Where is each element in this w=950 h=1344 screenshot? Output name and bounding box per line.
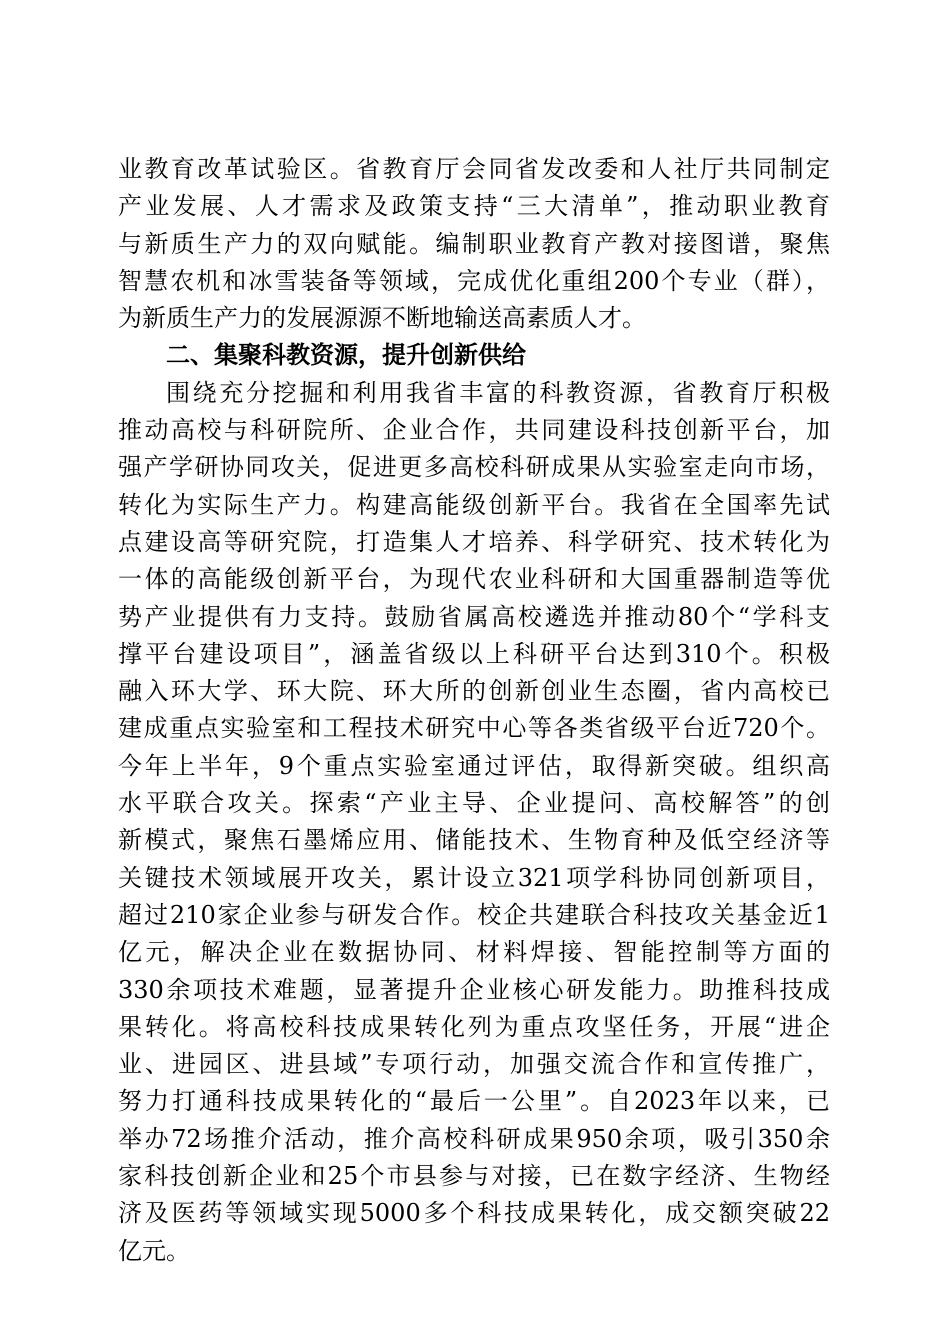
paragraph-line: 一体的高能级创新平台，为现代农业科研和大国重器制造等优 xyxy=(118,565,830,594)
paragraph-line: 业教育改革试验区。省教育厅会同省发改委和人社厅共同制定 xyxy=(118,155,830,183)
paragraph-line: 势产业提供有力支持。鼓励省属高校遴选并推动80个“学科支 xyxy=(118,602,830,631)
paragraph-line: 新模式，聚焦石墨烯应用、储能技术、生物育种及低空经济等 xyxy=(118,826,830,855)
body-text xyxy=(118,151,830,1270)
paragraph-line: 点建设高等研究院，打造集人才培养、科学研究、技术转化为 xyxy=(118,527,830,556)
paragraph-line: 建成重点实验室和工程技术研究中心等各类省级平台近720个。 xyxy=(118,714,830,743)
paragraph-line: 撑平台建设项目”，涵盖省级以上科研平台达到310个。积极 xyxy=(118,639,830,668)
paragraph-line: 推动高校与科研院所、企业合作，共同建设科技创新平台，加 xyxy=(118,416,830,445)
paragraph-line: 家科技创新企业和25个市县参与对接，已在数字经济、生物经 xyxy=(118,1162,830,1191)
paragraph-line: 关键技术领域展开攻关，累计设立321项学科协同创新项目， xyxy=(118,863,830,892)
paragraph-line: 举办72场推介活动，推介高校科研成果950余项，吸引350余 xyxy=(118,1124,830,1153)
paragraph-line: 为新质生产力的发展源源不断地输送高素质人才。 xyxy=(118,304,646,333)
paragraph-line: 努力打通科技成果转化的“最后一公里”。自2023年以来，已 xyxy=(118,1087,830,1116)
paragraph-line: 亿元，解决企业在数据协同、材料焊接、智能控制等方面的 xyxy=(118,938,830,967)
paragraph-line: 超过210家企业参与研发合作。校企共建联合科技攻关基金近1 xyxy=(118,900,830,929)
paragraph-line: 智慧农机和冰雪装备等领域，完成优化重组200个专业（群）， xyxy=(118,266,830,295)
paragraph-line: 与新质生产力的双向赋能。编制职业教育产教对接图谱，聚焦 xyxy=(118,229,830,258)
paragraph-1 xyxy=(118,151,830,337)
paragraph-line: 强产学研协同攻关，促进更多高校科研成果从实验室走向市场， xyxy=(118,453,830,482)
paragraph-line: 水平联合攻关。探索“产业主导、企业提问、高校解答”的创 xyxy=(118,789,830,818)
paragraph-line: 业、进园区、进县域”专项行动，加强交流合作和宣传推广， xyxy=(118,1050,830,1079)
paragraph-line: 围绕充分挖掘和利用我省丰富的科教资源，省教育厅积极 xyxy=(166,378,830,407)
paragraph-line: 330余项技术难题，显著提升企业核心研发能力。助推科技成 xyxy=(118,975,830,1004)
paragraph-line: 转化为实际生产力。构建高能级创新平台。我省在全国率先试 xyxy=(118,490,830,519)
paragraph-line: 济及医药等领域实现5000多个科技成果转化，成交额突破22 xyxy=(118,1199,830,1228)
paragraph-line: 亿元。 xyxy=(118,1236,190,1265)
paragraph-line: 产业发展、人才需求及政策支持“三大清单”，推动职业教育 xyxy=(118,192,830,221)
paragraph-line: 果转化。将高校科技成果转化列为重点攻坚任务，开展“进企 xyxy=(118,1012,830,1041)
section-heading: 二、集聚科教资源，提升创新供给 xyxy=(166,341,526,370)
paragraph-2 xyxy=(118,375,830,1270)
paragraph-line: 融入环大学、环大院、环大所的创新创业生态圈，省内高校已 xyxy=(118,677,830,706)
paragraph-line: 今年上半年，9个重点实验室通过评估，取得新突破。组织高 xyxy=(118,751,830,780)
